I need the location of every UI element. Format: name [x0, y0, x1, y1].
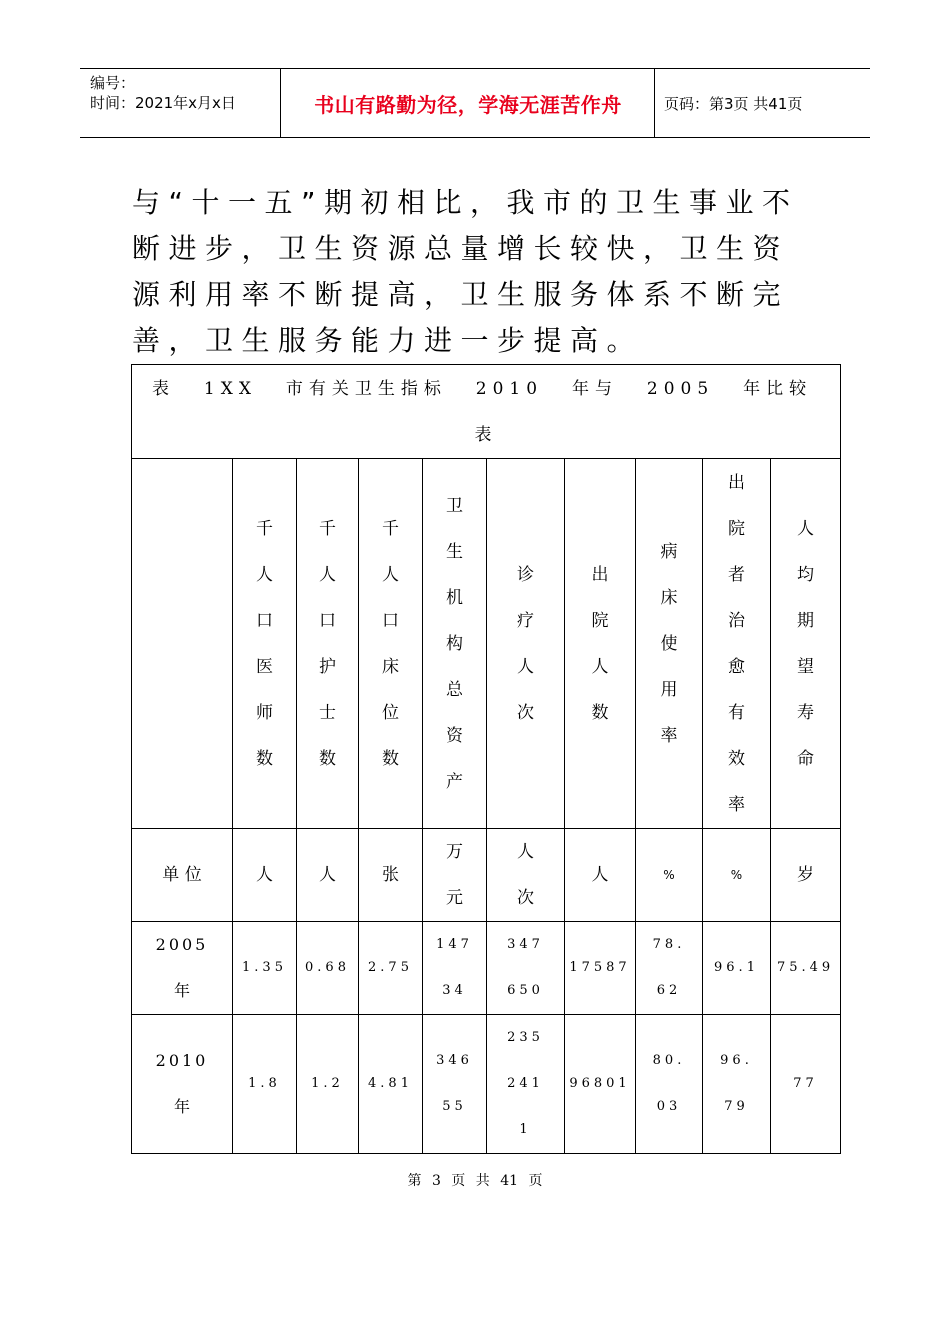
unit-cell: 人次 [487, 829, 565, 922]
caption-part: 年比较 [743, 378, 813, 399]
unit-cell: 人 [565, 829, 636, 922]
health-indicator-table [131, 364, 841, 1154]
header-cell: 诊疗人次 [487, 459, 565, 829]
value-cell: 96801 [565, 1015, 636, 1154]
table-unit-row [132, 829, 841, 922]
table-header-row [132, 459, 841, 829]
header-cell-empty [132, 459, 233, 829]
header-meta [90, 73, 236, 113]
unit-cell: % [636, 829, 703, 922]
value-cell: 1.35 [233, 922, 297, 1015]
header-cell: 卫生机构总资产 [423, 459, 487, 829]
value-cell: 96.1 [703, 922, 771, 1015]
unit-cell: 张 [359, 829, 423, 922]
page-header [80, 68, 870, 138]
code-label: 编号： [90, 74, 136, 92]
caption-part: 2005 [646, 378, 715, 399]
value-cell: 4.81 [359, 1015, 423, 1154]
year-cell: 2005 年 [132, 922, 233, 1015]
header-divider-right [654, 69, 655, 137]
unit-label: 单 位 [132, 829, 233, 922]
table-caption [132, 365, 841, 459]
table-row [132, 1015, 841, 1154]
header-cell: 千人口床位数 [359, 459, 423, 829]
value-cell: 96.79 [703, 1015, 771, 1154]
time-label: 时间：2021年x月x日 [90, 94, 236, 112]
value-cell: 77 [771, 1015, 841, 1154]
header-page-number: 页码：第3页 共41页 [664, 95, 803, 113]
caption-part: 市有关卫生指标 [285, 378, 447, 399]
table-row [132, 922, 841, 1015]
caption-part: 年与 [571, 378, 618, 399]
value-cell: 1.2 [297, 1015, 359, 1154]
header-cell: 出院者治愈有效率 [703, 459, 771, 829]
year-cell: 2010 年 [132, 1015, 233, 1154]
value-cell: 0.68 [297, 922, 359, 1015]
header-cell: 人均期望寿命 [771, 459, 841, 829]
caption-tail: 表 [474, 424, 498, 445]
header-cell: 病床使用率 [636, 459, 703, 829]
unit-cell: 人 [233, 829, 297, 922]
page-footer: 第 3 页 共 41 页 [407, 1173, 543, 1189]
unit-cell: 万元 [423, 829, 487, 922]
caption-part: 表 [152, 378, 175, 399]
header-motto: 书山有路勤为径，学海无涯苦作舟 [314, 93, 622, 117]
value-cell: 1.8 [233, 1015, 297, 1154]
value-cell: 2352411 [487, 1015, 565, 1154]
unit-cell: 岁 [771, 829, 841, 922]
value-cell: 14734 [423, 922, 487, 1015]
value-cell: 347650 [487, 922, 565, 1015]
header-divider-left [280, 69, 281, 137]
header-cell: 千人口护士数 [297, 459, 359, 829]
header-cell: 出院人数 [565, 459, 636, 829]
caption-part: 2010 [475, 378, 544, 399]
value-cell: 34655 [423, 1015, 487, 1154]
body-paragraph: 与“十一五”期初相比，我市的卫生事业不断进步，卫生资源总量增长较快，卫生资源利用率不断提高，卫生服务体系不断完善，卫生服务能力进一步提高。 [132, 186, 799, 357]
value-cell: 80.03 [636, 1015, 703, 1154]
value-cell: 17587 [565, 922, 636, 1015]
unit-cell: % [703, 829, 771, 922]
caption-part: 1XX [203, 378, 257, 399]
value-cell: 78.62 [636, 922, 703, 1015]
value-cell: 75.49 [771, 922, 841, 1015]
header-cell: 千人口医师数 [233, 459, 297, 829]
value-cell: 2.75 [359, 922, 423, 1015]
unit-cell: 人 [297, 829, 359, 922]
